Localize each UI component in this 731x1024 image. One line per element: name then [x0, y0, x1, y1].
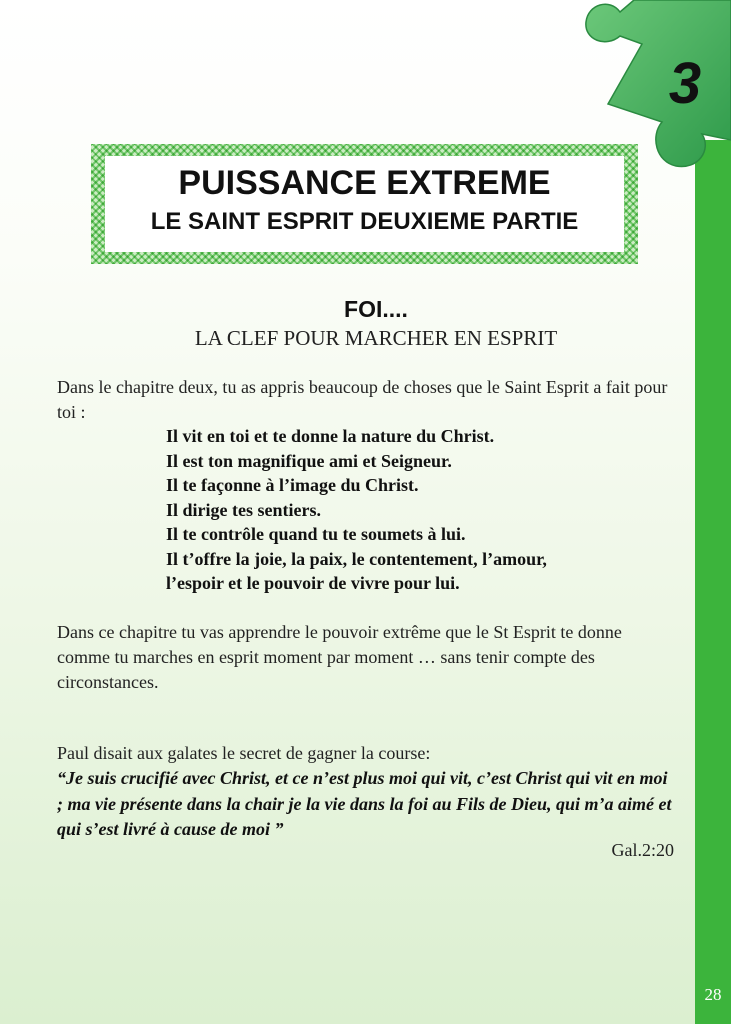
list-item: Il vit en toi et te donne la nature du Christ.: [166, 426, 495, 446]
paul-paragraph: Paul disait aux galates le secret de gagner la course:: [57, 743, 431, 763]
list-item: Il dirige tes sentiers.: [166, 499, 321, 520]
section-subheading: LA CLEF POUR MARCHER EN ESPRIT: [194, 326, 558, 350]
title-box: [105, 156, 624, 252]
section-heading: FOI....: [344, 296, 408, 322]
scripture-quote: “Je suis crucifié avec Christ, et ce n’est plus moi qui vit, c’est Christ qui vit en moi ; ma vie présente dans la chair je la vie dans la foi au Fils de Dieu, qui m’a aimé et qui s’est livré à cause de moi ”: [57, 768, 672, 839]
list-item: Il te façonne à l’image du Christ.: [166, 475, 419, 495]
chapter-paragraph: Dans ce chapitre tu vas apprendre le pouvoir extrême que le St Esprit te donne comme tu marches en esprit moment par moment … sans tenir compte des circonstances.: [57, 622, 622, 692]
intro-paragraph: Dans le chapitre deux, tu as appris beaucoup de choses que le Saint Esprit a fait pour toi :: [57, 377, 668, 422]
title-frame: [91, 144, 638, 264]
list-item: Il t’offre la joie, la paix, le contentement, l’amour,: [166, 548, 547, 569]
page-subtitle: LE SAINT ESPRIT DEUXIEME PARTIE: [150, 208, 579, 235]
list-item: l’espoir et le pouvoir de vivre pour lui.: [166, 573, 460, 593]
side-accent-bar: [695, 140, 731, 1024]
list-item: Il te contrôle quand tu te soumets à lui.: [166, 524, 466, 544]
list-item: Il est ton magnifique ami et Seigneur.: [166, 450, 452, 471]
holy-spirit-list: [166, 424, 547, 596]
chapter-number: 3: [668, 51, 702, 116]
page-title: PUISSANCE EXTREME: [178, 164, 551, 202]
page-number: 28: [704, 985, 722, 1004]
scripture-reference: Gal.2:20: [611, 840, 674, 860]
